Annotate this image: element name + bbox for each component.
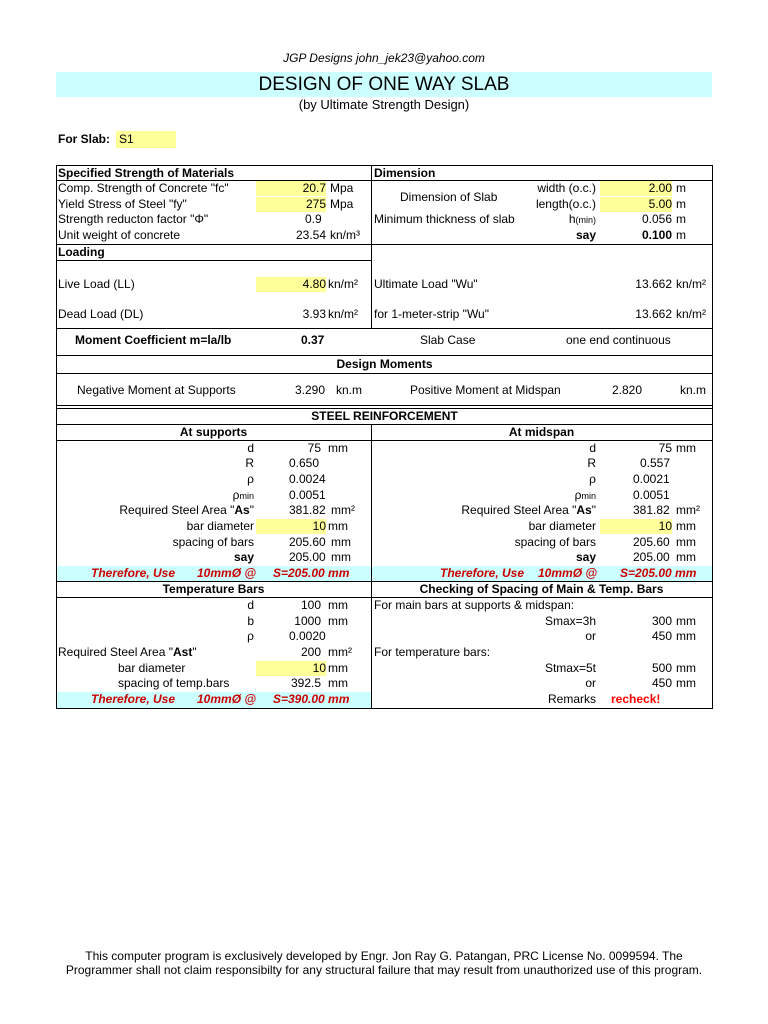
dimension-of-slab-label: Dimension of Slab	[400, 190, 498, 204]
sup-as-label: Required Steel Area "As"	[119, 503, 254, 517]
stmax-or-label: or	[585, 676, 596, 690]
sup-rhomin-value: 0.0051	[289, 488, 326, 502]
mid-bar-unit: mm	[676, 519, 696, 533]
length-value: 5.00	[648, 197, 672, 211]
mid-spacing-value: 205.60	[633, 535, 670, 549]
temp-d-label: d	[247, 598, 254, 612]
mid-as-value: 381.82	[633, 503, 670, 517]
sup-say-label: say	[233, 550, 254, 564]
mid-use-label: Therefore, Use	[440, 566, 525, 580]
page-subtitle: (by Ultimate Strength Design)	[298, 97, 470, 112]
stmax-value: 500	[651, 661, 672, 675]
temp-rho-label: ρ	[247, 629, 254, 643]
unit-weight-unit: kn/m³	[330, 228, 360, 242]
fy-value: 275	[305, 197, 326, 211]
fc-label: Comp. Strength of Concrete "fc"	[58, 181, 229, 195]
main-bars-check-label: For main bars at supports & midspan:	[374, 598, 575, 612]
sup-d-label: d	[247, 441, 254, 455]
slab-label: For Slab:	[58, 132, 111, 146]
page-title: DESIGN OF ONE WAY SLAB	[258, 74, 510, 95]
sup-R-label: R	[245, 456, 254, 470]
dead-load-unit: kn/m²	[328, 307, 358, 321]
sup-d-value: 75	[307, 441, 321, 455]
mid-use-bar: 10mmØ @	[538, 566, 598, 580]
temp-spacing-label: spacing of temp.bars	[118, 676, 230, 690]
negative-moment-label: Negative Moment at Supports	[77, 383, 236, 397]
mid-say-value: 205.00	[633, 550, 670, 564]
temp-bar-input[interactable]	[256, 661, 326, 676]
slab-case-label: Slab Case	[420, 333, 476, 347]
mid-bar-value: 10	[658, 519, 672, 533]
positive-moment-label: Positive Moment at Midspan	[410, 383, 561, 397]
fc-unit: Mpa	[330, 181, 354, 195]
temp-result-row	[57, 692, 371, 708]
moment-coefficient-label: Moment Coefficient m=la/lb	[75, 333, 232, 347]
stmax-label: Stmax=5t	[544, 661, 596, 675]
mid-bar-input[interactable]	[600, 519, 672, 534]
slab-id-value: S1	[119, 132, 134, 146]
temp-b-value: 1000	[294, 614, 321, 628]
live-load-input[interactable]	[256, 277, 326, 292]
fc-input[interactable]	[256, 181, 326, 196]
sup-d-unit: mm	[328, 441, 348, 455]
materials-heading: Specified Strength of Materials	[58, 166, 235, 180]
positive-moment-unit: kn.m	[680, 383, 707, 397]
mid-say-label: say	[575, 550, 596, 564]
mid-d-value: 75	[658, 441, 672, 455]
sup-as-value: 381.82	[289, 503, 326, 517]
fy-unit: Mpa	[330, 197, 354, 211]
sup-rho-label: ρ	[247, 472, 254, 486]
sup-result-row	[57, 566, 371, 581]
temp-spacing-value: 392.5	[290, 676, 321, 690]
stmax-unit: mm	[676, 661, 696, 675]
sup-bar-input[interactable]	[256, 519, 326, 534]
design-moments-heading: Design Moments	[336, 357, 433, 371]
temp-ast-unit: mm²	[328, 645, 352, 659]
ultimate-load-value: 13.662	[635, 277, 672, 291]
dead-load-value: 3.93	[302, 307, 326, 321]
temp-ast-value: 200	[300, 645, 321, 659]
length-label: length(o.c.)	[535, 197, 596, 211]
mid-bar-label: bar diameter	[528, 519, 596, 533]
smax-or-unit: mm	[676, 629, 696, 643]
sup-rhomin-label: ρmin	[232, 488, 254, 502]
phi-value: 0.9	[305, 212, 322, 226]
hmin-value: 0.056	[641, 212, 672, 226]
ultimate-load-unit: kn/m²	[676, 277, 706, 291]
live-load-value: 4.80	[302, 277, 326, 291]
live-load-label: Live Load (LL)	[58, 277, 135, 291]
temp-bar-value: 10	[312, 661, 326, 675]
strip-load-value: 13.662	[635, 307, 672, 321]
temp-use-label: Therefore, Use	[91, 692, 176, 706]
strip-load-label: for 1-meter-strip "Wu"	[374, 307, 489, 321]
temp-bars-check-label: For temperature bars:	[374, 645, 491, 659]
sup-bar-label: bar diameter	[186, 519, 254, 533]
hmin-unit: m	[676, 212, 686, 226]
temp-d-value: 100	[300, 598, 321, 612]
unit-weight-value: 23.54	[295, 228, 326, 242]
sup-spacing-unit: mm	[331, 535, 351, 549]
width-unit: m	[676, 181, 686, 195]
temp-spacing-unit: mm	[328, 676, 348, 690]
sup-spacing-value: 205.60	[289, 535, 326, 549]
length-input[interactable]	[600, 197, 672, 212]
width-input[interactable]	[600, 181, 672, 196]
mid-as-unit: mm²	[676, 503, 700, 517]
temp-bar-label: bar diameter	[118, 661, 186, 675]
phi-label: Strength reducton factor "Φ"	[58, 212, 209, 226]
fy-label: Yield Stress of Steel "fy"	[58, 197, 187, 211]
mid-R-label: R	[587, 456, 596, 470]
negative-moment-unit: kn.m	[336, 383, 363, 397]
mid-spacing-unit: mm	[676, 535, 696, 549]
fc-value: 20.7	[302, 181, 326, 195]
thickness-say-label: say	[575, 228, 596, 242]
footer-disclaimer-line2: Programmer shall not claim responsibilty for any structural failure that may result from unauthorized use of this program.	[65, 963, 703, 977]
mid-as-label: Required Steel Area "As"	[461, 503, 596, 517]
mid-rho-value: 0.0021	[633, 472, 670, 486]
mid-rho-label: ρ	[589, 472, 596, 486]
temperature-bars-heading: Temperature Bars	[162, 582, 265, 596]
mid-spacing-label: spacing of bars	[514, 535, 596, 549]
steel-reinforcement-heading: STEEL REINFORCEMENT	[311, 409, 458, 423]
sup-rho-value: 0.0024	[289, 472, 326, 486]
dimension-heading: Dimension	[374, 166, 436, 180]
mid-result-row	[372, 566, 712, 581]
sup-use-bar: 10mmØ @	[197, 566, 257, 580]
mid-d-unit: mm	[676, 441, 696, 455]
sup-use-label: Therefore, Use	[91, 566, 176, 580]
spacing-check-heading: Checking of Spacing of Main & Temp. Bars	[419, 582, 664, 596]
live-load-unit: kn/m²	[328, 277, 358, 291]
remarks-value: recheck!	[611, 692, 661, 706]
smax-or-value: 450	[651, 629, 672, 643]
thickness-say-value: 0.100	[641, 228, 672, 242]
ultimate-load-label: Ultimate Load "Wu"	[374, 277, 478, 291]
author-credit: JGP Designs john_jek23@yahoo.com	[283, 51, 485, 65]
width-value: 2.00	[648, 181, 672, 195]
width-label: width (o.c.)	[537, 181, 596, 195]
mid-R-value: 0.557	[640, 456, 671, 470]
remarks-label: Remarks	[547, 692, 596, 706]
temp-bar-unit: mm	[328, 661, 348, 675]
temp-b-label: b	[247, 614, 254, 628]
mid-rhomin-value: 0.0051	[633, 488, 670, 502]
negative-moment-value: 3.290	[295, 383, 326, 397]
stmax-or-unit: mm	[676, 676, 696, 690]
thickness-say-unit: m	[676, 228, 686, 242]
mid-use-spacing: S=205.00 mm	[620, 566, 697, 580]
sup-use-spacing: S=205.00 mm	[273, 566, 350, 580]
smax-or-label: or	[585, 629, 596, 643]
mid-d-label: d	[589, 441, 596, 455]
sup-say-unit: mm	[331, 550, 351, 564]
temp-d-unit: mm	[328, 598, 348, 612]
at-supports-heading: At supports	[179, 425, 248, 439]
hmin-label: h(min)	[568, 212, 596, 226]
min-thickness-label: Minimum thickness of slab	[374, 212, 515, 226]
at-midspan-heading: At midspan	[508, 425, 575, 439]
temp-rho-value: 0.0020	[289, 629, 326, 643]
slab-id-input[interactable]	[116, 131, 176, 148]
smax-label: Smax=3h	[544, 614, 596, 628]
smax-value: 300	[651, 614, 672, 628]
mid-rhomin-label: ρmin	[574, 488, 596, 502]
temp-use-bar: 10mmØ @	[197, 692, 257, 706]
sup-say-value: 205.00	[289, 550, 326, 564]
dead-load-label: Dead Load (DL)	[58, 307, 144, 321]
sup-bar-unit: mm	[328, 519, 348, 533]
stmax-or-value: 450	[651, 676, 672, 690]
slab-case-value: one end continuous	[566, 333, 671, 347]
unit-weight-label: Unit weight of concrete	[58, 228, 181, 242]
smax-unit: mm	[676, 614, 696, 628]
sup-spacing-label: spacing of bars	[172, 535, 254, 549]
mid-say-unit: mm	[676, 550, 696, 564]
footer-disclaimer-line1: This computer program is exclusively developed by Engr. Jon Ray G. Patangan, PRC License No. 0099594. The	[85, 949, 683, 963]
sup-bar-value: 10	[312, 519, 326, 533]
strip-load-unit: kn/m²	[676, 307, 706, 321]
moment-coefficient-value: 0.37	[301, 333, 325, 347]
temp-use-spacing: S=390.00 mm	[273, 692, 350, 706]
sup-as-unit: mm²	[331, 503, 355, 517]
temp-b-unit: mm	[328, 614, 348, 628]
fy-input[interactable]	[256, 197, 326, 212]
loading-heading: Loading	[58, 245, 105, 259]
temp-ast-label: Required Steel Area "Ast"	[58, 645, 197, 659]
length-unit: m	[676, 197, 686, 211]
positive-moment-value: 2.820	[612, 383, 643, 397]
sup-R-value: 0.650	[289, 456, 320, 470]
